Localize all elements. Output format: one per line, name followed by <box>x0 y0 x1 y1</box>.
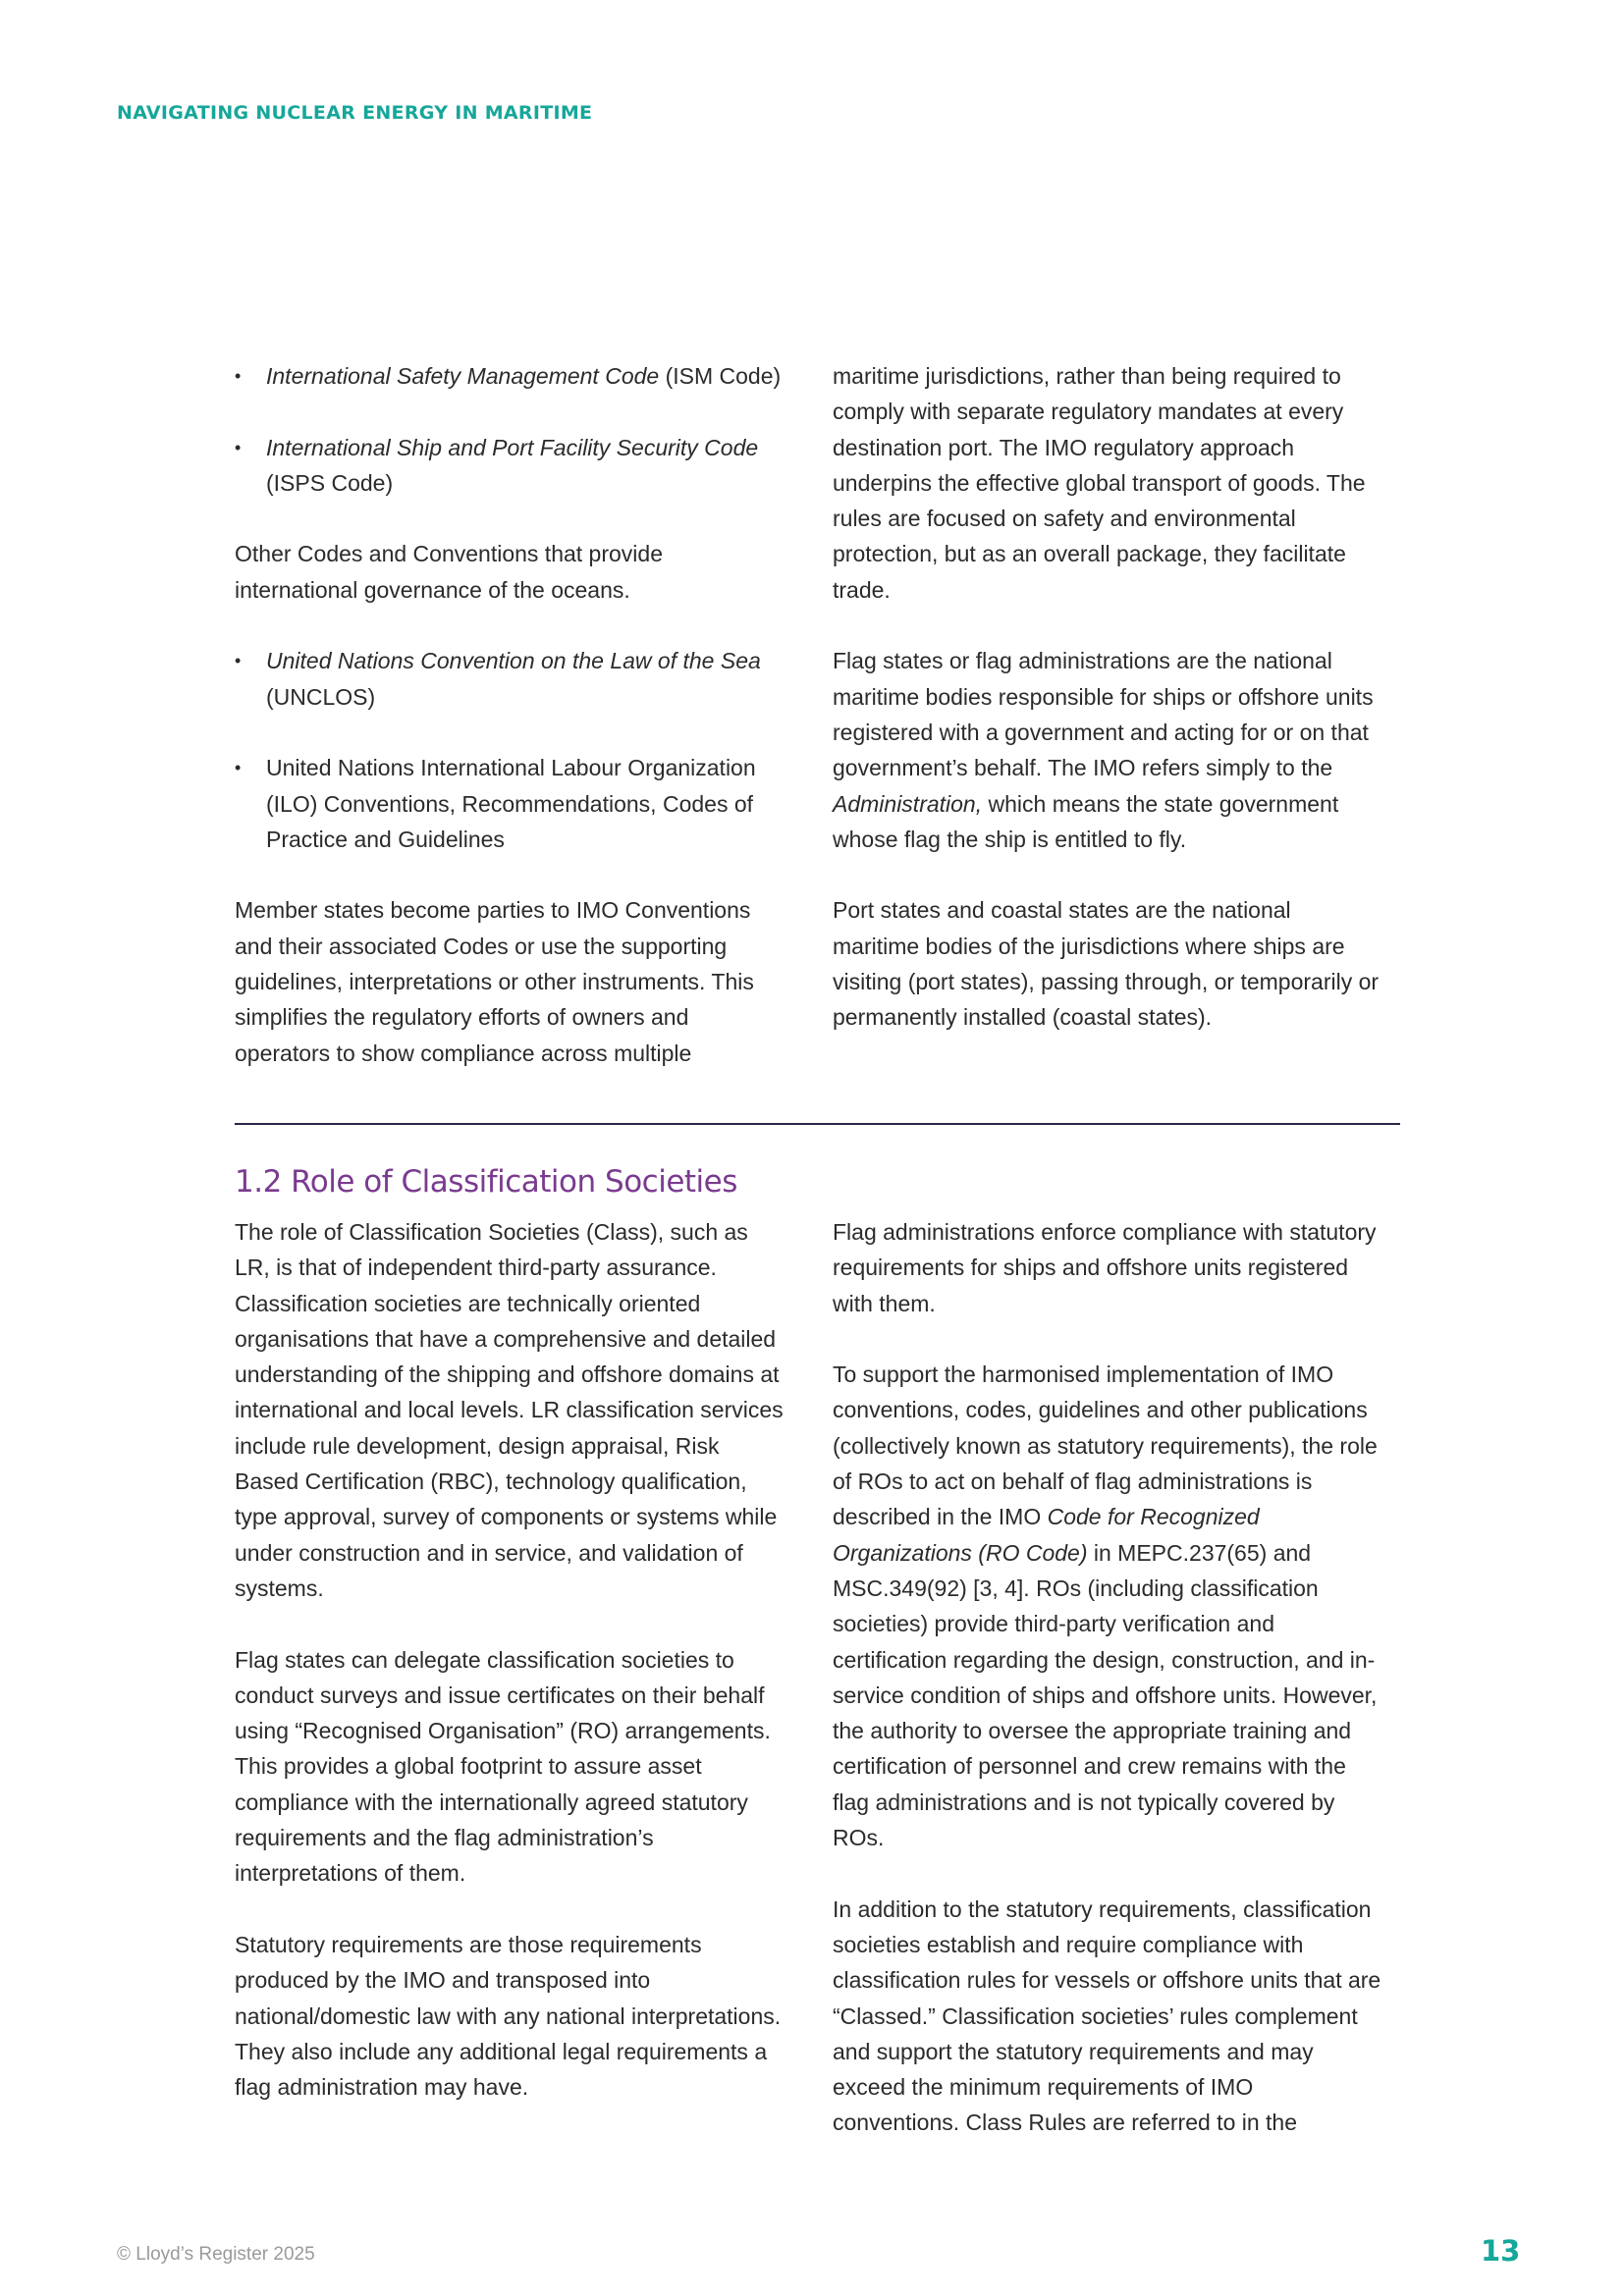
section-title: 1.2 Role of Classification Societies <box>235 1163 737 1200</box>
list-item: • United Nations Convention on the Law of the Sea (UNCLOS) <box>235 643 785 715</box>
paragraph: In addition to the statutory requirements, classification societies establish and require compliance with classification rules for vessels or offshore units that are “Classed.” Classification societies’ rules complement and support the statutory requirements and may exceed the minimum requirements of IMO conventions. Class Rules are referred to in the <box>833 1896 1381 2136</box>
paragraph: Flag states or flag administrations are the national maritime bodies responsible for ships or offshore units registered with a government and acting for or on that government’s behalf. The IMO refers simply to the Administration, which means the state government whose flag the ship is entitled to fly. <box>833 648 1374 852</box>
list-item: • International Safety Management Code (ISM Code) <box>235 358 785 394</box>
code-list-1 <box>235 358 785 501</box>
paragraph: maritime jurisdictions, rather than being required to comply with separate regulatory mandates at every destination port. The IMO regulatory approach underpins the effective global transport of goods. The rules are focused on safety and environmental protection, but as an overall package, they facilitate trade. <box>833 363 1366 603</box>
list-item: • International Ship and Port Facility Security Code (ISPS Code) <box>235 430 785 502</box>
section-divider <box>235 1123 1400 1125</box>
paragraph: Port states and coastal states are the national maritime bodies of the jurisdictions where ships are visiting (port states), passing through, or temporarily or permanently installed (coastal states). <box>833 897 1380 1031</box>
paragraph: Statutory requirements are those requirements produced by the IMO and transposed into national/domestic law with any national interpretations. They also include any additional legal requirements a flag administration may have. <box>235 1931 782 2101</box>
paragraph: Member states become parties to IMO Conventions and their associated Codes or use the supporting guidelines, interpretations or other instruments. This simplifies the regulatory efforts of owners and operators to show compliance across multiple <box>235 897 754 1066</box>
paragraph: Flag states can delegate classification societies to conduct surveys and issue certificates on their behalf using “Recognised Organisation” (RO) arrangements. This provides a global footprint to assure asset compliance with the internationally agreed statutory requirements and the flag administration’s interpretations of them. <box>235 1646 771 1887</box>
page-number: 13 <box>1481 2234 1521 2268</box>
bottom-left-column <box>235 1214 785 2141</box>
list-item: • United Nations International Labour Organization (ILO) Conventions, Recommendations, Codes of Practice and Guidelines <box>235 750 785 857</box>
paragraph: Other Codes and Conventions that provide international governance of the oceans. <box>235 541 663 603</box>
bottom-right-column <box>833 1214 1382 2176</box>
paragraph: Flag administrations enforce compliance with statutory requirements for ships and offshore units registered with them. <box>833 1219 1377 1316</box>
top-left-column <box>235 358 785 1106</box>
paragraph: To support the harmonised implementation of IMO conventions, codes, guidelines and other publications (collectively known as statutory requirements), the role of ROs to act on behalf of flag administrations is described in the IMO Code for Recognized Organizations (RO Code) in MEPC.237(65) and MSC.349(92) [3, 4]. ROs (including classification societies) provide third-party verification and certification regarding the design, construction, and in-service condition of ships and offshore units. However, the authority to oversee the appropriate training and certification of personnel and crew remains with the flag administrations and is not typically covered by ROs. <box>833 1362 1378 1851</box>
copyright-notice: © Lloyd’s Register 2025 <box>117 2244 315 2265</box>
top-right-column <box>833 358 1382 1071</box>
paragraph: The role of Classification Societies (Class), such as LR, is that of independent third-party assurance. Classification societies are technically oriented organisations that have a comprehensive and detailed understanding of the shipping and offshore domains at international and local levels. LR classification services include rule development, design appraisal, Risk Based Certification (RBC), technology qualification, type approval, survey of components or systems while under construction and in service, and validation of systems. <box>235 1219 784 1601</box>
code-list-2 <box>235 643 785 857</box>
running-header: NAVIGATING NUCLEAR ENERGY IN MARITIME <box>117 102 593 124</box>
